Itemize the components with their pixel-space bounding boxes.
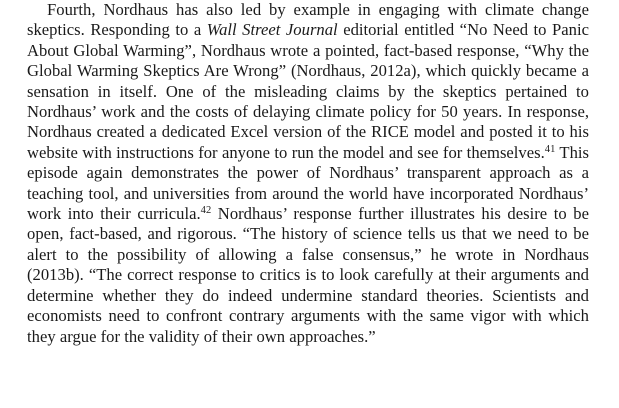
document-page — [27, 0, 589, 347]
footnote-ref-42: 42 — [200, 205, 212, 217]
paragraph-text: editorial entitled “No Need to Panic About Global Warming”, Nordhaus wrote a pointed, fact-based response, “Why the Global Warming Skeptics Are Wrong” (Nordhaus, 2012a), which quickly became a sensation in itself. One of the misleading claims by the skeptics pertained to Nordhaus’ work and the costs of delaying climate policy for 50 years. In response, Nordhaus created a dedicated Excel version of the RICE model and posted it to his website with instructions for anyone to run the model and see for themselves. — [27, 20, 589, 162]
journal-title: Wall Street Journal — [206, 20, 338, 40]
footnote-ref-41: 41 — [544, 143, 556, 155]
body-paragraph — [27, 0, 589, 347]
paragraph-text: Nordhaus’ response further illustrates his desire to be open, fact-based, and rigorous. “The history of science tells us that we need to be alert to the possibility of allowing a false consensus,” he wrote in Nordhaus (2013b). “The correct response to critics is to look carefully at their arguments and determine whether they do indeed undermine standard theories. Scientists and economists need to confront contrary arguments with the same vigor with which they argue for the validity of their own approaches.” — [27, 204, 589, 346]
paragraph-text: Fourth, Nordhaus has also led by example in engaging with climate change skeptics. Responding to a — [27, 0, 589, 40]
paragraph-text: This episode again demonstrates the power of Nordhaus’ transparent approach as a teaching tool, and universities from around the world have incorporated Nordhaus’ work into their curricula. — [27, 142, 589, 224]
